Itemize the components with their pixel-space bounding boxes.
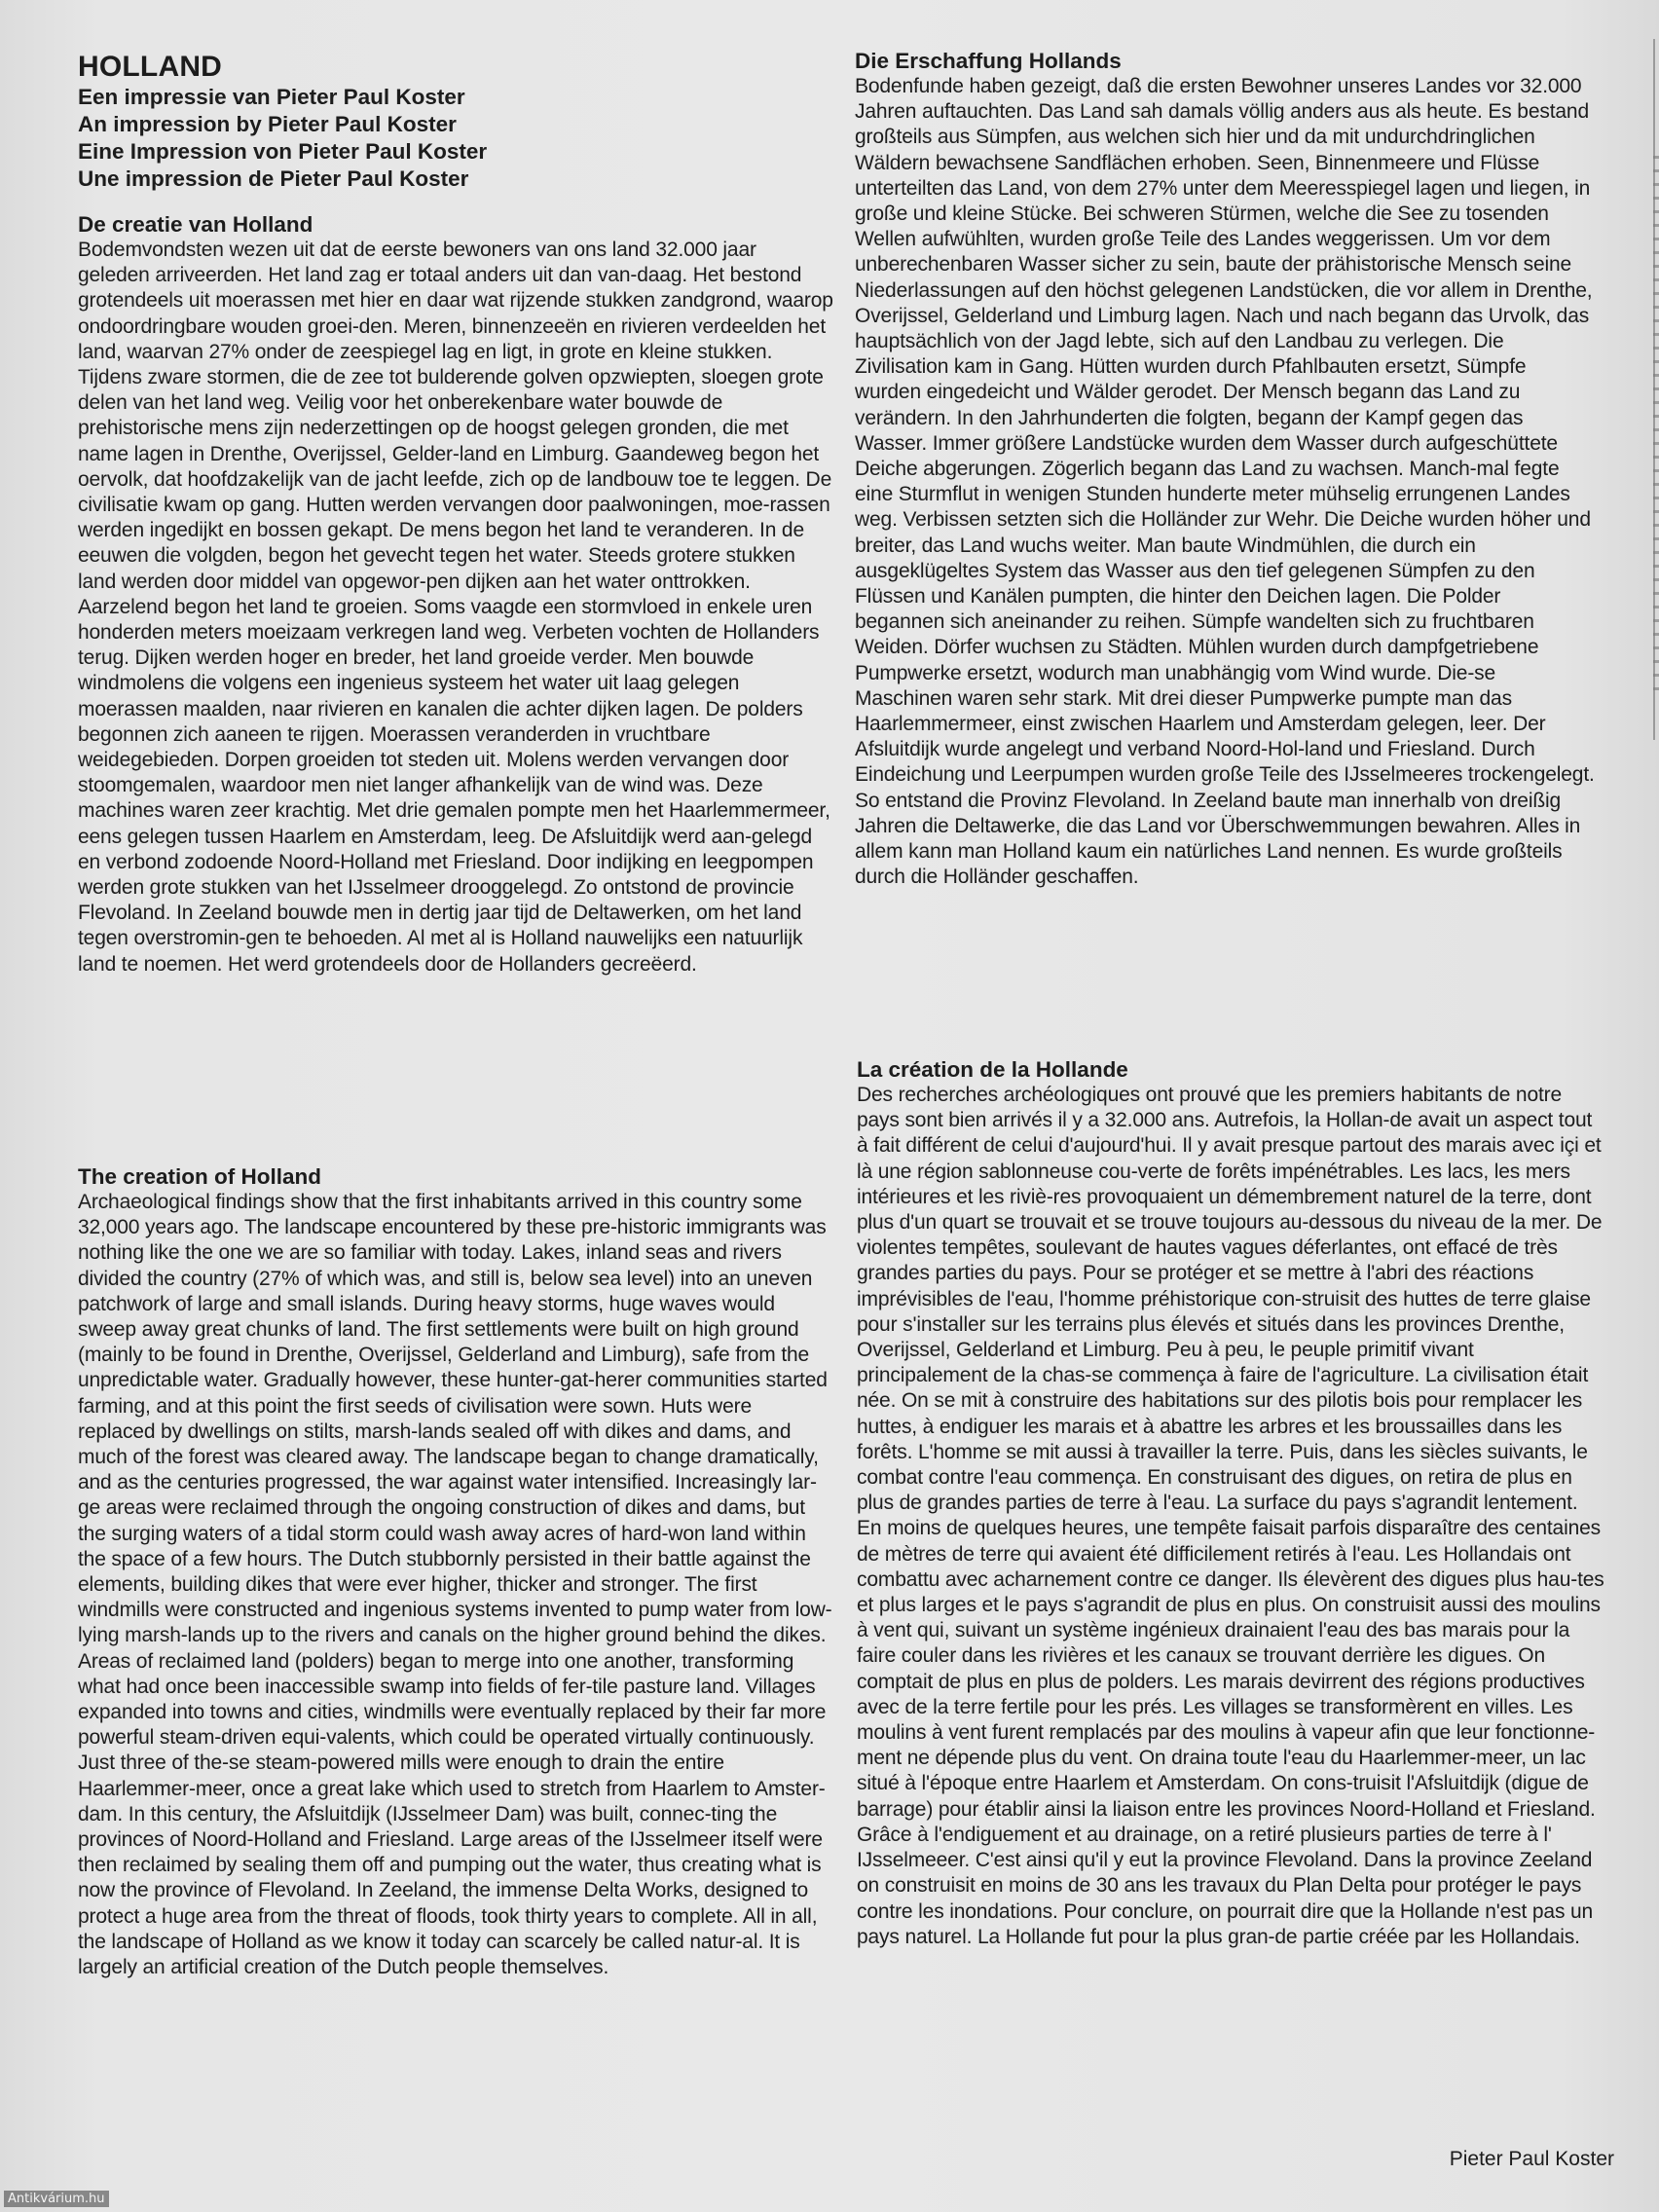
section-heading-german: Die Erschaffung Hollands xyxy=(855,49,1122,73)
section-text-german: Bodenfunde haben gezeigt, daß die ersten Bewohner unseres Landes vor 32.000 Jahren auftauchten. Das Land sah damals völlig anders aus als heute. Es bestand großteils aus Sümpfen, aus welchen sich hier und da mit undurchdringlichen Wäldern bewachsene Sandflächen erhoben. Seen, Binnenmeere und Flüsse unterteilten das Land, von dem 27% unter dem Meeresspiegel lagen und liegen, in große und kleine Stücke. Bei schweren Stürmen, welche die See zu tosenden Wellen aufwühlten, wurden große Teile des Landes weggerissen. Um vor dem unberechenbaren Wasser sicher zu sein, baute der prähistorische Mensch seine Niederlassungen auf den höchst gelegenen Landstücken, die vor allem in Drenthe, Overijssel, Gelderland und Limburg lagen. Nach und nach begann das Urvolk, das hauptsächlich von der Jagd lebte, sich auf den Landbau zu verlegen. Die Zivilisation kam in Gang. Hütten wurden durch Pfahlbauten ersetzt, Sümpfe wurden eingedeicht und Wälder gerodet. Der Mensch begann das Land zu verändern. In den Jahrhunderten die folgten, begann der Kampf gegen das Wasser. Immer größere Landstücke wurden dem Wasser durch aufgeschüttete Deiche abgerungen. Zögerlich begann das Land zu wachsen. Manch-mal fegte eine Sturmflut in wenigen Stunden hunderte meter mühselig errungenen Landes weg. Verbissen setzten sich die Holländer zur Wehr. Die Deiche wurden höher und breiter, das Land wuchs weiter. Man baute Windmühlen, die durch ein ausgeklügeltes System das Wasser aus den tief gelegenen Sümpfen zu den Flüssen und Kanälen pumpten, die hinter den Deichen lagen. Die Polder begannen sich aneinander zu reihen. Sümpfe wandelten sich zu fruchtbaren Weiden. Dörfer wuchsen zu Städten. Mühlen wurden durch dampfgetriebene Pumpwerke ersetzt, wodurch man unabhängig vom Wind wurde. Die-se Maschinen waren sehr stark. Mit drei dieser Pumpwerke pumpte man das Haarlemmermeer, einst zwischen Haarlem und Amsterdam gelegen, leer. Der Afsluitdijk wurde angelegt und verband Noord-Hol-land und Friesland. Durch Eindeichung und Leerpumpen wurden große Teile des IJsselmeeres trockengelegt. So entstand die Provinz Flevoland. In Zeeland baute man innerhalb von dreißig Jahren die Deltawerke, die das Land vor Überschwemmungen bewahren. Alles in allem kann man Holland kaum ein natürliches Land nennen. Es wurde großteils durch die Holländer geschaffen. xyxy=(855,75,1595,889)
header-block xyxy=(78,51,837,193)
source-watermark: Antikvárium.hu xyxy=(4,2191,109,2207)
section-heading-french: La création de la Hollande xyxy=(857,1057,1128,1082)
section-french xyxy=(857,1057,1606,1950)
subtitle-english: An impression by Pieter Paul Koster xyxy=(78,112,457,136)
section-text-english: Archaeological findings show that the first inhabitants arrived in this country some 32,000 years ago. The landscape encountered by these pre-historic immigrants was nothing like the one we are so familiar with today. Lakes, inland seas and rivers divided the country (27% of which was, and still is, below sea level) into an uneven patchwork of large and small islands. During heavy storms, huge waves would sweep away great chunks of land. The first settlements were built on high ground (mainly to be found in Drenthe, Overijssel, Gelderland and Limburg), safe from the unpredictable water. Gradually however, these hunter-gat-herer communities started farming, and at this point the first seeds of civilisation were sown. Huts were replaced by dwellings on stilts, marsh-lands sealed off with dikes and dams, and much of the forest was cleared away. The landscape began to change dramatically, and as the centuries progressed, the war against water intensified. Increasingly lar-ge areas were reclaimed through the ongoing construction of dikes and dams, but the surging waters of a tidal storm could wash away acres of hard-won land within the space of a few hours. The Dutch stubbornly persisted in their battle against the elements, building dikes that were ever higher, thicker and stronger. The first windmills were constructed and ingenious systems invented to pump water from low-lying marsh-lands up to the rivers and canals on the higher ground behind the dikes. Areas of reclaimed land (polders) began to merge into one another, transforming what had once been inaccessible swamp into fields of fer-tile pasture land. Villages expanded into towns and cities, windmills were eventually replaced by their far more powerful steam-driven equi-valents, which could be operated virtually continuously. Just three of the-se steam-powered mills were enough to drain the entire Haarlemmer-meer, once a great lake which used to stretch from Haarlem to Amster-dam. In this century, the Afsluitdijk (IJsselmeer Dam) was built, connec-ting the provinces of Noord-Holland and Friesland. Large areas of the IJsselmeer itself were then reclaimed by sealing them off and pumping out the water, thus creating what is now the province of Flevoland. In Zeeland, the immense Delta Works, designed to protect a huge area from the threat of floods, took thirty years to complete. All in all, the landscape of Holland as we know it today can scarcely be called natur-al. It is largely an artificial creation of the Dutch people themselves. xyxy=(78,1191,832,1979)
page-edge-marks xyxy=(1653,156,1659,701)
section-english xyxy=(78,1164,833,1980)
page-title: HOLLAND xyxy=(78,51,223,83)
section-text-french: Des recherches archéologiques ont prouvé que les premiers habitants de notre pays sont bien arrivés il y a 32.000 ans. Autrefois, la Hollan-de avait un aspect tout à fait différent de celui d'aujourd'hui. Il y avait presque partout des marais avec içi et là une région sablonneuse cou-verte de forêts impénétrables. Les lacs, les mers intérieures et les riviè-res provoquaient un démembrement naturel de la terre, dont plus d'un quart se trouvait et se trouve toujours au-dessous du niveau de la mer. De violentes tempêtes, soulevant de hautes vagues déferlantes, ont effacé de très grandes parties du pays. Pour se protéger et se mettre à l'abri des réactions imprévisibles de l'eau, l'homme préhistorique con-struisit des huttes de terre glaise pour s'installer sur les terrains plus élevés et situés dans les provinces Drenthe, Overijssel, Gelderland et Limburg. Peu à peu, le peuple primitif vivant principalement de la chas-se commença à faire de l'agriculture. La civilisation était née. On se mit à construire des habitations sur des pilotis bois pour remplacer les huttes, à endiguer les marais et à abattre les arbres et les broussailles dans les forêts. L'homme se mit aussi à travailler la terre. Puis, dans les siècles suivants, le combat contre l'eau commença. En construisant des digues, on retira de plus en plus de grandes parties de terre à l'eau. La surface du pays s'agrandit lentement. En moins de quelques heures, une tempête faisait parfois disparaître des centaines de mètres de terre qui avaient été difficilement retirés à l'eau. Les Hollandais ont combattu avec acharnement contre ce danger. Ils élevèrent des digues plus hau-tes et plus larges et le pays s'agrandit de plus en plus. On construisit aussi des moulins à vent qui, suivant un système ingénieux drainaient l'eau des bas marais pour la faire couler dans les rivières et les canaux se trouvant derrière les digues. On comptait de plus en plus de polders. Les marais devirrent des régions productives avec de la terre fertile pour les prés. Les villages se transformèrent en villes. Les moulins à vent furent remplacés par des moulins à vapeur afin que leur fonctionne-ment ne dépende plus du vent. On draina toute l'eau du Haarlemmer-meer, un lac situé à l'époque entre Haarlem et Amsterdam. On cons-truisit l'Afsluitdijk (digue de barrage) pour établir ainsi la liaison entre les provinces Noord-Holland et Friesland. Grâce à l'endiguement et au drainage, on a retiré plusieurs parties de terre à l' IJsselmeeer. C'est ainsi qu'il y eut la province Flevoland. Dans la province Zeeland on construisit en moins de 30 ans les travaux du Plan Delta pour protéger le pays contre les inondations. Pour conclure, on pourrait dire que la Hollande n'est pas un pays naturel. La Hollande fut pour la plus gran-de partie créée par les Hollandais. xyxy=(857,1084,1604,1948)
section-heading-english: The creation of Holland xyxy=(78,1164,322,1189)
subtitle-german: Eine Impression von Pieter Paul Koster xyxy=(78,139,488,164)
subtitle-french: Une impression de Pieter Paul Koster xyxy=(78,166,469,191)
subtitle-dutch: Een impressie van Pieter Paul Koster xyxy=(78,85,465,109)
section-text-dutch: Bodemvondsten wezen uit dat de eerste bewoners van ons land 32.000 jaar geleden arriveerden. Het land zag er totaal anders uit dan van-daag. Het bestond grotendeels uit moerassen met hier en daar wat rijzende stukken zandgrond, waarop ondoordringbare wouden groei-den. Meren, binnenzeeën en rivieren verdeelden het land, waarvan 27% onder de zeespiegel lag en ligt, in grote en kleine stukken. Tijdens zware stormen, die de zee tot bulderende golven opzwiepten, sloegen grote delen van het land weg. Veilig voor het onberekenbare water bouwde de prehistorische mens zijn nederzettingen op de hoogst gelegen gronden, die met name lagen in Drenthe, Overijssel, Gelder-land en Limburg. Gaandeweg begon het oervolk, dat hoofdzakelijk van de jacht leefde, zich op de landbouw toe te leggen. De civilisatie kwam op gang. Hutten werden vervangen door paalwoningen, moe-rassen werden ingedijkt en bossen gekapt. De mens begon het land te veranderen. In de eeuwen die volgden, begon het gevecht tegen het water. Steeds grotere stukken land werden door middel van opgewor-pen dijken aan het water onttrokken. Aarzelend begon het land te groeien. Soms vaagde een stormvloed in enkele uren honderden meters moeizaam verkregen land weg. Verbeten vochten de Hollanders terug. Dijken werden hoger en breder, het land groeide verder. Men bouwde windmolens die volgens een ingenieus systeem het water uit laag gelegen moerassen maalden, naar rivieren en kanalen die achter dijken lagen. De polders begonnen zich aaneen te rijgen. Moerassen veranderden in vruchtbare weidegebieden. Dorpen groeiden tot steden uit. Molens werden vervangen door stoomgemalen, waardoor men niet langer afhankelijk van de wind was. Deze machines waren zeer krachtig. Met drie gemalen pompte men het Haarlemmermeer, eens gelegen tussen Haarlem en Amsterdam, leeg. De Afsluitdijk werd aan-gelegd en verbond zodoende Noord-Holland met Friesland. Door indijking en leegpompen werden grote stukken van het IJsselmeer drooggelegd. Zo ontstond de provincie Flevoland. In Zeeland bouwde men in dertig jaar tijd de Deltawerken, om het land tegen overstromin-gen te behoeden. Al met al is Holland nauwelijks een natuurlijk land te noemen. Het werd grotendeels door de Hollanders gecreëerd. xyxy=(78,239,833,976)
section-heading-dutch: De creatie van Holland xyxy=(78,212,313,237)
section-dutch xyxy=(78,212,833,977)
author-signature: Pieter Paul Koster xyxy=(1449,2148,1614,2170)
section-german xyxy=(855,49,1595,891)
